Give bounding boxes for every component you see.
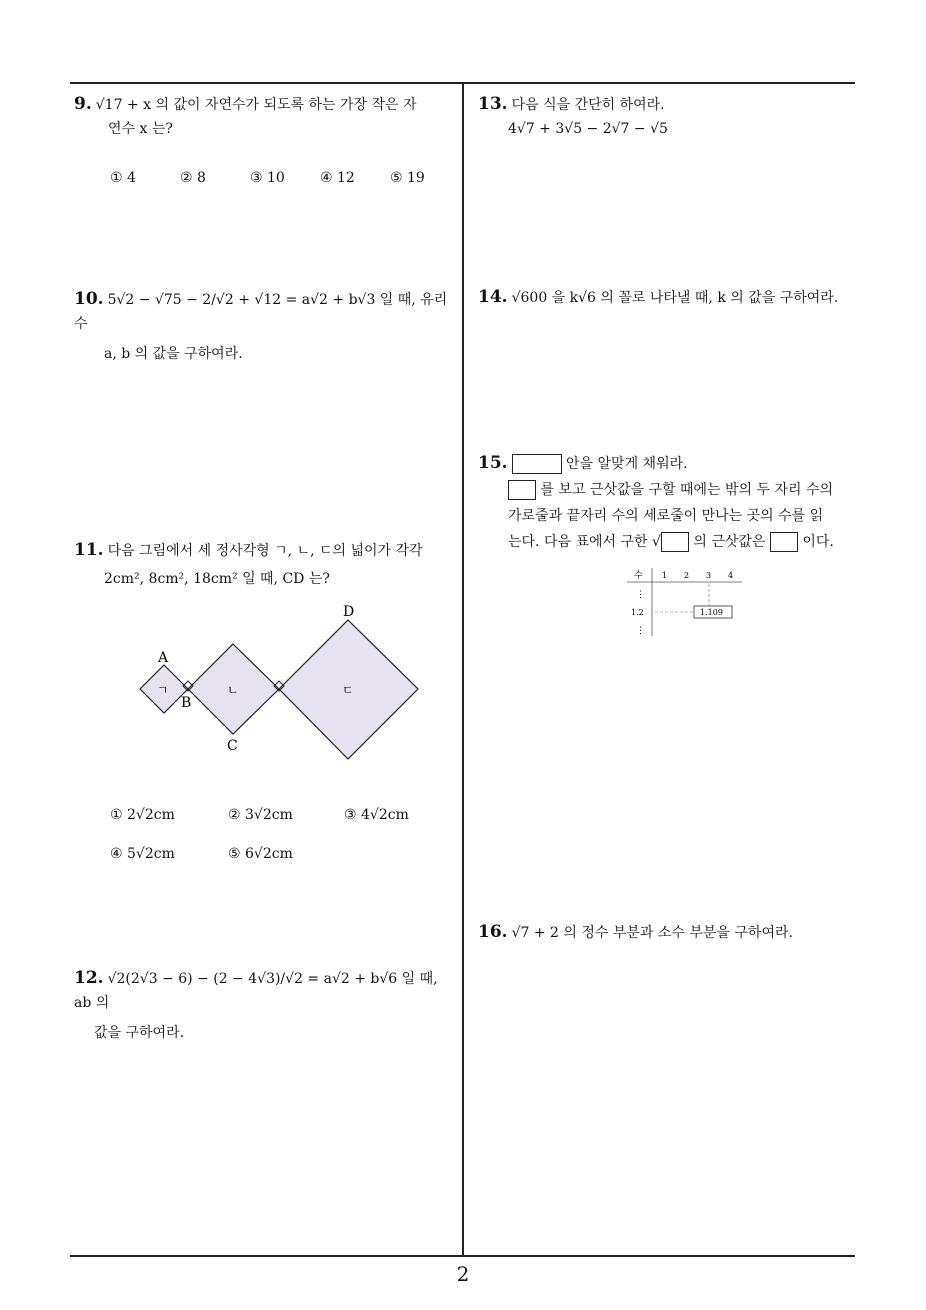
choice-5[interactable]: ⑤ 6√2cm: [228, 846, 293, 862]
question-number: 14.: [478, 287, 508, 307]
square-root-table: [622, 564, 747, 640]
choice-3[interactable]: ③ 10: [250, 170, 285, 186]
point-label-d: D: [343, 604, 355, 620]
question-text: 는다. 다음 표에서 구한 √: [508, 534, 661, 550]
table-row-label: ⋮: [636, 626, 645, 636]
question-text: √17 + x 의 값이 자연수가 되도록 하는 가장 작은 자: [95, 97, 417, 113]
choice-1[interactable]: ① 4: [110, 170, 136, 186]
table-header: 1: [662, 571, 668, 580]
square-label-nieun: ㄴ: [227, 683, 239, 697]
square-label-giyeok: ㄱ: [157, 683, 169, 697]
table-value: 1.109: [700, 608, 723, 617]
question-text: 이다.: [802, 534, 834, 550]
question-16: [478, 920, 858, 945]
question-10: [74, 287, 459, 366]
question-text: 5√2 − √75 − 2/√2 + √12 = a√2 + b√3 일 때, 유리수: [74, 292, 448, 332]
table-header: 2: [684, 571, 690, 580]
question-number: 16.: [478, 922, 508, 942]
column-divider: [462, 82, 464, 1256]
question-15: [478, 450, 860, 555]
question-text: √600 을 k√6 의 꼴로 나타낼 때, k 의 값을 구하여라.: [511, 290, 839, 306]
question-text: 를 보고 근삿값을 구할 때에는 밖의 두 자리 수의: [540, 482, 834, 498]
choice-5[interactable]: ⑤ 19: [390, 170, 425, 186]
question-text: 2cm², 8cm², 18cm² 일 때, CD 는?: [104, 571, 330, 587]
table-row-label: ⋮: [636, 590, 645, 600]
question-text: 다음 식을 간단히 하여라.: [511, 97, 665, 113]
question-12: [74, 966, 459, 1045]
table-header: 3: [706, 571, 712, 580]
answer-box[interactable]: [512, 454, 562, 474]
question-9: [74, 92, 459, 141]
choice-4[interactable]: ④ 5√2cm: [110, 846, 175, 862]
question-number: 11.: [74, 540, 104, 560]
answer-box[interactable]: [770, 532, 798, 552]
question-13: [478, 92, 858, 141]
question-text: √7 + 2 의 정수 부분과 소수 부분을 구하여라.: [511, 925, 793, 941]
choice-2[interactable]: ② 3√2cm: [228, 807, 293, 823]
question-text: 안을 알맞게 채워라.: [566, 456, 688, 472]
point-label-c: C: [227, 738, 238, 754]
question-number: 10.: [74, 289, 104, 309]
expression: 4√7 + 3√5 − 2√7 − √5: [508, 121, 668, 137]
choice-2[interactable]: ② 8: [180, 170, 206, 186]
bottom-rule: [70, 1255, 855, 1257]
square-label-digeut: ㄷ: [342, 683, 354, 697]
question-number: 12.: [74, 968, 104, 988]
question-text: a, b 의 값을 구하여라.: [104, 346, 243, 362]
question-number: 15.: [478, 453, 508, 473]
table-header: 수: [634, 571, 643, 581]
table-row-label: 1.2: [631, 608, 644, 617]
question-14: [478, 285, 858, 310]
choice-1[interactable]: ① 2√2cm: [110, 807, 175, 823]
table-header: 4: [728, 571, 734, 580]
question-text: 의 근삿값은: [693, 534, 766, 550]
choice-4[interactable]: ④ 12: [320, 170, 355, 186]
squares-figure: [130, 600, 430, 770]
answer-box[interactable]: [661, 532, 689, 552]
choice-3[interactable]: ③ 4√2cm: [344, 807, 409, 823]
question-text: 다음 그림에서 세 정사각형 ㄱ, ㄴ, ㄷ의 넓이가 각각: [107, 543, 423, 559]
point-label-b: B: [181, 695, 192, 711]
answer-box[interactable]: [508, 480, 536, 500]
question-text: √2(2√3 − 6) − (2 − 4√3)/√2 = a√2 + b√6 일 때, ab 의: [74, 971, 438, 1011]
page-number: 2: [456, 1262, 470, 1286]
point-label-a: A: [158, 650, 169, 666]
question-text: 가로줄과 끝자리 수의 세로줄이 만나는 곳의 수를 읽: [508, 508, 824, 524]
question-number: 9.: [74, 94, 92, 114]
question-number: 13.: [478, 94, 508, 114]
question-text: 연수 x 는?: [108, 121, 173, 137]
question-text: 값을 구하여라.: [94, 1025, 185, 1041]
question-11: [74, 538, 459, 591]
